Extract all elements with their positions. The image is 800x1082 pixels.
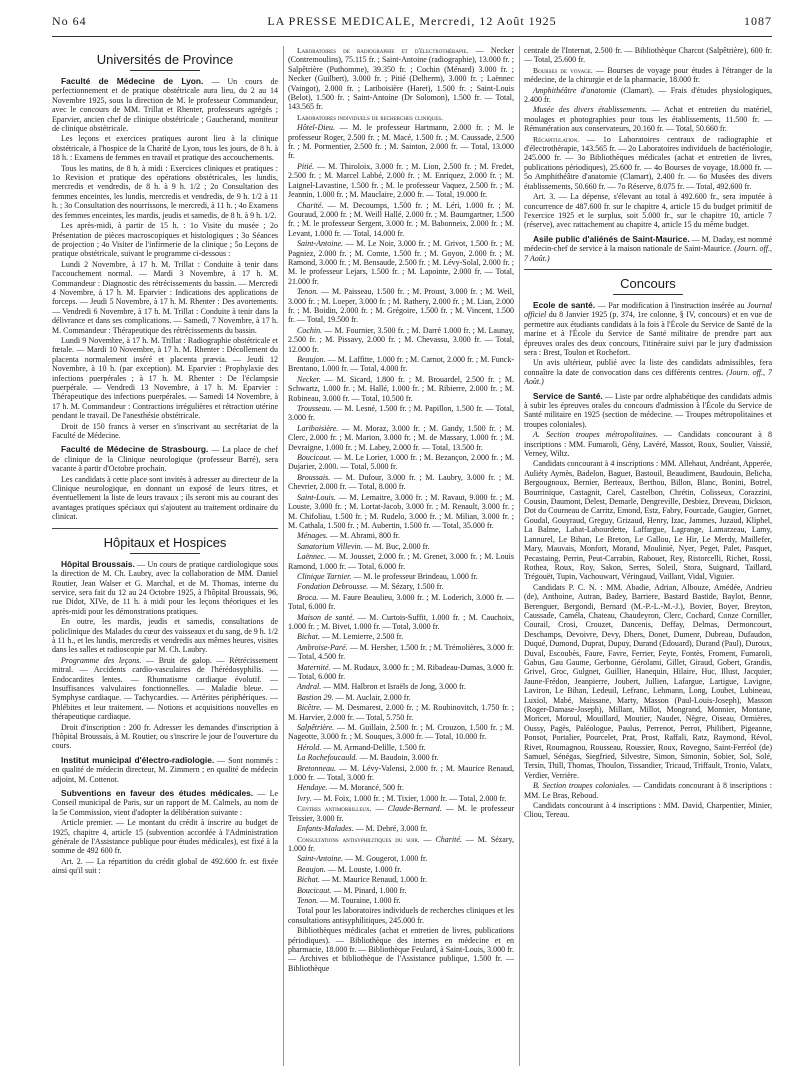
paragraph: Saint-Antoine. — M. Gougerot, 1.000 fr. — [297, 854, 428, 864]
item-heading: Ecole de santé. — [533, 299, 596, 310]
item-heading: Faculté de Médecine de Strasbourg. — [61, 444, 209, 455]
paragraph: Service de Santé. — Liste par ordre alphabétique des candidats admis à subir les épreuves orales du concours d'admission à l'École du Service de Santé militaire en 1925 (section de médecine. — Troupes métropolitaines et troupes coloniales). — [524, 390, 772, 429]
paragraph: Bourses de voyage. — Bourses de voyage pour études à l'étranger de la médecine, de la chirurgie et de la pharmacie, 18.000 fr. — [524, 65, 772, 85]
paragraph: Bretonneau. — M. Lévy-Valensi, 2.000 fr. ; M. Maurice Renaud, 1.000 fr. — Total, 3.000 fr. — [288, 763, 514, 783]
item-heading: Faculté de Médecine de Lyon. — [61, 76, 204, 86]
paragraph: Broca. — M. Faure Beaulieu, 3.000 fr. ; M. Loderich, 3.000 fr. — Total, 6.000 fr. — [288, 592, 514, 612]
paragraph: Broussais. — M. Dufour, 3.000 fr. ; M. Laubry, 3.000 fr. ; M. Chevrier, 2.000 fr. — Total, 8.000 fr. — [288, 472, 514, 492]
section-rule — [130, 553, 200, 554]
paragraph: Maison de santé. — M. Curtois-Suffit, 1.000 fr. ; M. Cauchoix, 1.000 fr. ; M. Bivet, 1.000 fr. — Total, 3.000 fr. — [288, 612, 514, 631]
paragraph: Saint-Louis. — M. Lemaitre, 3.000 fr. ; M. Ravaut, 9.000 fr. ; M. Louste, 3.000 fr. ; M. Lortat-Jacob, 3.000 fr. ; M. Renault, 3.000 fr. ; M. Chifoliau, 1.500 fr. ; M. Rudelo, 3.000 fr. ; M. Milian, 3.000 fr. ; M. Cathala, 1.500 fr. ; M. Aubertin, 1.500 fr. — Total, 35.000 fr. — [288, 492, 514, 530]
paragraph: En outre, les mardis, jeudis et samedis, consultations de policlinique des Malades du cœur des vaisseaux et du sang, de 9 h. 1/2 à 11 h., et les lundis, mercredis et vendredis aux mêmes heures, visites dans les salles et radioscopie par M. Ch. Laubry. — [52, 617, 278, 655]
item-heading: Asile public d'aliénés de Saint-Maurice. — [533, 233, 690, 244]
journal-title: LA PRESSE MEDICALE, Mercredi, 12 Août 1925 — [267, 14, 557, 28]
item-heading: Subventions en faveur des études médicales. — [61, 788, 254, 799]
paragraph: Subventions en faveur des études médicales. — Le Conseil municipal de Paris, sur un rapport de M. Calmels, au nom de la 5e Commission, vient d'adopter la délibération suivante : — [52, 788, 278, 817]
paragraph: Clinique Tarnier. — M. le professeur Brindeau, 1.000 fr. — [297, 571, 478, 581]
section-title-hopitaux: Hôpitaux et Hospices — [103, 534, 227, 550]
paragraph: Trousseau. — M. Lesné, 1.500 fr. ; M. Papillon, 1.500 fr. — Total, 3.000 fr. — [288, 404, 514, 423]
paragraph: Art. 2. — La répartition du crédit global de 492.600 fr. est fixée ainsi qu'il suit : — [52, 856, 278, 876]
paragraph: Laboratoires de radiographie et d'électrothérapie. — Necker (Contremoulins), 75.115 fr. ; Saint-Antoine (radiographie), 13.000 fr. ; Salpêtrière (Puthomme), 39.350 fr. ; Cochin (Ménard) 3.000 fr. ; Necker (Guilbert), 3.000 fr. ; Pitié (Delherm), 3.000 fr. ; Laënnec (Vaingot), 2.000 fr. ; Lariboisière (Haret), 1.500 fr. ; Saint-Louis (Belot), 1.500 fr. ; Saint-Antoine (Dr Solomon), 1.500 fr. — Total, 143.565 fr. — [288, 46, 514, 112]
paragraph: Récapitulation. — 1o Laboratoires centraux de radiographie et d'électrothérapie, 143.565 fr. — 2o Laboratoires individuels de bactériologie, 245.000 fr. — 3o Bibliothèques médicales (achat et entretien de livres, publications périodiques), 25.600 fr. — 4o Bourses de voyage, 18.000 fr. — 5o Amphithéâtre d'anatomie (Clamart), 2.400 fr. — 6o Musées des divers établissements, 50.660 fr. — 7o Réserve, 8.075 fr. — Total, 492.600 fr. — [524, 134, 772, 191]
column-divider — [519, 46, 520, 1066]
paragraph: Bastion 29. — M. Auclair, 2.000 fr. — [297, 692, 411, 702]
paragraph: Ecole de santé. — Par modification à l'instruction insérée au Journal officiel du 8 Janvier 1925 (p. 374, 1re colonne, § IV, concours) et en vue de permettre aux étudiants candidats à la fois à l'École du Service de Santé de la marine et à l'École du Service de Santé militaire de prendre part aux épreuves orales des deux concours, l'itinéraire suivi par le jury d'admission sera : Brest, Toulon et Rochefort. — [524, 299, 772, 357]
paragraph: Institut municipal d'électro-radiologie. — Sont nommés : en qualité de médecin directeur, M. Zimmern ; en qualité de médecin adjoint, M. Cottenot. — [52, 754, 278, 784]
paragraph: Hérold. — M. Armand-Delille, 1.500 fr. — [297, 742, 426, 752]
column-3 — [524, 46, 772, 1074]
paragraph: Musée des divers établissements. — Achat et entretien du matériel, moulages et photographies pour tous les établissements, 11.500 fr. — Rémunération aux conservateurs, 20.160 fr. — Total, 50.660 fr. — [524, 105, 772, 134]
paragraph: Hendaye. — M. Morancé, 500 fr. — [297, 783, 404, 793]
paragraph: Tenon. — M. Touraine, 1.000 fr. — [297, 895, 401, 905]
paragraph: Total pour les laboratoires individuels de recherches cliniques et les consultations antisyphilitiques, 245.000 fr. — [288, 906, 514, 925]
paragraph: Fondation Debrousse. — M. Sézary, 1.500 fr. — [297, 582, 444, 592]
paragraph: Candidats concourant à 4 inscriptions : MM. Allehaut, Andréant, Apperée, Auliéty Aymès, Badelon, Baguet, Bastouil, Beaudiment, Baudouin, Belicha, Bergougnoux, Bernier, Berteaux, Berthou, Billon, Blanc, Bonini, Botrel, Bourrinique, Castagnit, Carel, Castelbon, Chrétin, Colisseux, Corazzini, Cousin, Daumont, Delest, Demarle, Dengreville, Desbiez, Dreveau, Dickson, Dot du Courneau de Carritz, Emond, Estz, Fabry, Fourcade, Gaugier, Gornet, Goudal, Gouyraud, Greguy, Grizaud, Henry, Izac, Jammes, Juzaud, Kliphel, La Balme, Labat-Labourdette, Laffargue, Lagrange, Lamarzeau, Lamy, Lannurel, Le Bihan, Le Breton, Le Gallou, Le Hir, Le Merdy, Maillefer, Mary, Mauvais, Monfort, Morand, Moulinié, Nyer, Peget, Palet, Pasquet, Pecastaing, Perrin, Peut-Carrabin, Rabouet, Rey, Ristorcelli, Richet, Rossi, Rothea, Roux, Roy, Sakon, Serres, Soleil, Stora, Suignard, Taillard, Trégouët, Tupin, Vachouwart, Véringaud, Vaillant, Vidal, Viguier. — [524, 459, 772, 582]
paragraph: Andral. — MM. Halbron et Israëls de Jong, 3.000 fr. — [297, 682, 466, 692]
page-number-left: No 64 — [52, 14, 87, 28]
paragraph: Ambroise-Paré. — M. Hersher, 1.500 fr. ; M. Trémolières, 3.000 fr. — Total, 4.500 fr. — [288, 642, 514, 662]
paragraph: La Rochefoucauld. — M. Baudoin, 3.000 fr. — [297, 753, 439, 763]
paragraph: Sanatorium Villevin. — M. Buc, 2.000 fr. — [297, 541, 430, 551]
paragraph: Hôtel-Dieu. — M. le professeur Hartmann, 2.000 fr. ; M. le professeur Roger, 2.500 fr. ; M. Macé, 1.500 fr. ; M. Caussade, 2.500 fr. ; M. Pormentier, 2.500 fr. ; M. Sainton, 2.000 fr. — Total, 13.000 fr. — [288, 123, 514, 161]
paragraph: Lariboisière. — M. Moraz, 3.000 fr. ; M. Gandy, 1.500 fr. ; M. Clerc, 2.000 fr. ; M. Marion, 3.000 fr. ; M. de Massary, 1.000 fr. ; M. Devraigne, 1.000 fr. ; M. Labey, 2.000 fr. — Total, 13.500 fr. — [288, 423, 514, 452]
page-number-right: 1087 — [744, 14, 772, 28]
paragraph: Les après-midi, à partir de 15 h. : 1o Visite du musée ; 2o Présentation de pièces macroscopiques et histologiques ; 3o Séances de projection ; 4o Visiter de l'infirmerie de la clinique ; 5o Leçons de pratique obstétricale, suivant le programme ci-dessous : — [52, 221, 278, 259]
item-heading: Hôpital Broussais. — [61, 558, 135, 569]
paragraph: Charité. — M. Decoumps, 1.500 fr. ; M. Léri, 1.000 fr. ; M. Gouraud, 2.000 fr. ; M. Weill Hallé, 2.000 fr. ; M. Baumgartner, 1.500 fr. ; M. le professeur Sergent, 3.000 fr. ; M. Babonneix, 2.000 fr. ; M. Levant, 1.000 fr. — Total, 14.000 fr. — [288, 200, 514, 238]
paragraph: Ivry. — M. Foix, 1.000 fr. ; M. Tixier, 1.000 fr. — Total, 2.000 fr. — [297, 793, 507, 803]
paragraph: Lundi 2 Novembre, à 17 h. M. Trillat : Conduite à tenir dans l'accouchement normal. — Mardi 3 Novembre, à 17 h. M. Commandeur : Diagnostic des rétrécissements du bassin. — Mercredi 4 Novembre, à 17 h. M. Eparvier : Indications des applications de forceps. — Jeudi 5 Novembre, à 17 h. M. Rhenter : Des avortements. — Vendredi 6 Novembre, à 17 h. M. Trillat : Conduite à tenir dans la délivrance et dans ses complications. — Samedi, 7 Novembre, à 17 h. M. Commandeur : Thérapeutique des rétrécissements du bassin. — [52, 259, 278, 335]
paragraph: B. Section troupes coloniales. — Candidats concourant à 8 inscriptions : MM. Le Bras, Reboud. — [524, 781, 772, 800]
paragraph: Faculté de Médecine de Strasbourg. — La place de chef de clinique de la Clinique neurologique (professeur Barré), sera vacante à partir d'Octobre prochain. — [52, 444, 278, 474]
paragraph: Bichat. — M. Maurice Renaud, 1.000 fr. — [297, 875, 427, 885]
paragraph: Enfants-Malades. — M. Debré, 3.000 fr. — [297, 824, 428, 834]
paragraph: Beaujon. — M. Laffitte, 1.000 fr. ; M. Carnot, 2.000 fr. ; M. Funck-Brentano, 1.000 fr. — Total, 4.000 fr. — [288, 355, 514, 374]
paragraph: Les leçons et exercices pratiques auront lieu à la clinique obstétricale, à l'hospice de la Charité de Lyon, tous les jours, de 8 h. à 18 h. : Examens de femmes en travail et pratique des accouchements. — [52, 134, 278, 163]
paragraph: Bichat. — M. Lemierre, 2.500 fr. — [297, 632, 404, 642]
paragraph: Cochin. — M. Fournier, 3.500 fr. ; M. Darré 1.000 fr. ; M. Launay, 2.500 fr. ; M. Pissavy, 2.000 fr. ; M. Chevassu, 3.000 fr. — Total, 12.000 fr. — [288, 325, 514, 354]
paragraph: Consultations antisyphilitiques du soir. — Charité. — M. Sézary, 1.000 fr. — [288, 834, 514, 853]
paragraph: A. Section troupes métropolitaines. — Candidats concourant à 8 inscriptions : MM. Fumaroli, Gény, Lavéré, Massot, Roux, Soulier, Vaissié, Verney, Wiltz. — [524, 430, 772, 459]
divider — [52, 528, 278, 529]
paragraph: Lundi 9 Novembre, à 17 h. M. Trillat : Radiographie obstétricale et fœtale. — Mardi 10 Novembre, à 17 h. M. Rhenter : Décollement du placenta normalement inséré et placenta prævia. — Jeudi 12 Novembre, à 10 h. (par exception). M. Eparvier : Prophylaxie des infections puerpérales ; à 17 h. M. Rhenter : De l'éclampsie puerpérale. — Vendredi 13 Novembre, à 17 h. M. Eparvier : Thérapeutique des infections puerpérales. — Samedi 14 Novembre, à 17 h. M. Commandeur : Contractions irrégulières et rétraction utérine pendant le travail. De l'anesthésie obstétricale. — [52, 335, 278, 421]
paragraph: Necker. — M. Sicard, 1.800 fr. ; M. Brouardel, 2.500 fr. ; M. Schwartz, 1.000 fr. ; M. Hallé, 1.000 fr. ; M. Ribierre, 2.000 fr. ; M. Robineau, 3.000 fr. — Total, 10.500 fr. — [288, 374, 514, 403]
running-header — [52, 14, 772, 32]
section-title-concours: Concours — [620, 275, 676, 291]
paragraph: Art. 3. — La dépense, s'élevant au total à 492.600 fr., sera imputée à concurrence de 487.600 fr. sur le chapitre 4, article 15 du budget primitif de l'exercice 1925 et le surplus, soit 5.000 fr., sur le chapitre 10, article 7 (réserve), avec rattachement au chapitre 4, article 15 du même budget. — [524, 192, 772, 230]
paragraph: Boucicaut. — M. Pinard, 1.000 fr. — [297, 885, 407, 895]
paragraph: Un avis ultérieur, publié avec la liste des candidats admissibles, fera connaître la date de convocation dans ces différents centres. (Journ. off., 7 Août.) — [524, 358, 772, 387]
paragraph: Centres antimorbilleux. — Claude-Bernard. — M. le professeur Teissier, 3.000 fr. — [288, 804, 514, 823]
paragraph: Amphithéâtre d'anatomie (Clamart). — Frais d'études physiologiques, 2.400 fr. — [524, 85, 772, 105]
paragraph: Boucicaut. — M. Le Lorier, 1.000 fr. ; M. Bezançon, 2.000 fr. ; M. Dujarier, 2.000. — Total, 5.000 fr. — [288, 453, 514, 472]
paragraph: Tous les matins, de 8 h. à midi : Exercices cliniques et pratiques : 1o Revision et pratique des opérations obstétricales, les lundis, mercredis et vendredis, de 8 h. à 9 h. 1/2 ; 2o Consultation des femmes enceintes, les lundis, mercredis et vendredis, de 9 h. 1/2 à 11 h. ; 3o Consultation des nourrissons, le mercredi, à 11 h. ; 4o Examens des femmes enceintes, les mardis, jeudis et samedis, de 8 h. à 9 h. 1/2. — [52, 163, 278, 220]
header-rule — [52, 36, 772, 37]
paragraph: Laënnec. — M. Jousset, 2.000 fr. ; M. Grenet, 3.000 fr. ; M. Louis Ramond, 1.000 fr. — Total, 6.000 fr. — [288, 552, 514, 571]
paragraph: Tenon. — M. Paisseau, 1.500 fr. ; M. Proust, 3.000 fr. ; M. Weil, 3.000 fr. ; M. Loeper, 3.000 fr. ; M. Rathery, 2.000 fr. ; M. Lian, 2.000 fr. ; M. Boidin, 2.000 fr. ; M. Grégoire, 1.500 fr. ; M. Vincent, 1.500 fr. — Total, 19.500 fr. — [288, 287, 514, 325]
paragraph: centrale de l'Internat, 2.500 fr. — Bibliothèque Charcot (Salpêtrière), 600 fr. — Total, 25.600 fr. — [524, 46, 772, 65]
paragraph: Droit d'inscription : 200 fr. Adresser les demandes d'inscription à l'hôpital Broussais, à M. Routier, ou s'inscrire le jour de l'ouverture du cours. — [52, 722, 278, 751]
subheading: Laboratoires individuels de recherches cliniques. — [297, 112, 443, 122]
item-heading: Service de Santé. — [533, 390, 603, 401]
paragraph: Pitié. — M. Thiroloix, 3.000 fr. ; M. Lion, 2.500 fr. ; M. Fredet, 2.500 fr. ; M. Marcel Labbé, 2.000 fr. ; M. Enriquez, 2.000 fr. ; M. Laignel-Lavastine, 1.500 fr. ; M. le professeur Vaquez, 2.500 fr. ; M. Jeannin, 1.000 fr. ; M. Mauclaire, 2.000 fr. — Total, 19.000 fr. — [288, 161, 514, 200]
paragraph: Beaujon. — M. Louste, 1.000 fr. — [297, 864, 402, 874]
paragraph: Maternité. — M. Rudaux, 3.000 fr. ; M. Ribadeau-Dumas, 3.000 fr. — Total, 6.000 fr. — [288, 662, 514, 681]
paragraph: Programme des leçons. — Bruit de galop. — Rétrécissement mitral. — Accidents cardio-vasculaires de l'hérédosyphilis. — Endocardites lentes. — Rhumatisme cardiaque évolutif. — Insuffisances valvulaires fonctionnelles. — Maladie bleue. — Symphyse cardiaque. — Tachycardies. — Artérites périphériques. — Phlébites et leur traitement. — Notions et acquisitions nouvelles en thérapeutique cardiaque. — [52, 655, 278, 722]
paragraph: Article premier. — Le montant du crédit à inscrire au budget de 1925, chapitre 4, article 15 (subvention accordée à l'Administration générale de l'Assistance publique pour études médicales), est fixé à la somme de 492 600 fr. — [52, 818, 278, 856]
paragraph: Asile public d'aliénés de Saint-Maurice. — M. Daday, est nommé médecin-chef de service à la maison nationale de Saint-Maurice. (Journ. off., 7 Août.) — [524, 233, 772, 263]
paragraph: Faculté de Médecine de Lyon. — Un cours de perfectionnement et de pratique obstétricale aura lieu, du 2 au 14 Novembre 1925, sous la direction de M. le professeur Commandeur, avec le concours de MM. Trillat et Rhenter, professeurs agrégés ; Eparvier, ancien chef de clinique obstétricale ; Gaucherand, moniteur de clinique obstétricale. — [52, 76, 278, 134]
column-1 — [52, 46, 278, 1074]
paragraph: Droit de 150 francs à verser en s'inscrivant au secrétariat de la Faculté de Médecine. — [52, 421, 278, 441]
paragraph: Hôpital Broussais. — Un cours de pratique cardiologique sous la direction de M. Ch. Laubry, avec la collaboration de MM. Daniel Routier, Jean Walser et G. Marchal, et de M. Thomas, interne du service, sera fait du 12 au 24 Octobre 1925, à l'hôpital Broussais, 96, rue Didot, XIVe, de 11 h. à midi pour les leçons théoriques et les après-midi pour les démonstrations pratiques. — [52, 558, 278, 616]
paragraph: Salpêtrière. — M. Guillain, 2.500 fr. ; M. Crouzon, 1.500 fr. ; M. Nageotte, 3.000 fr. ; M. Souques, 3.000 fr. — Total, 10.000 fr. — [288, 723, 514, 742]
paragraph: Bibliothèques médicales (achat et entretien de livres, publications périodiques). — Bibliothèque des internes en médecine et en pharmacie, 18.000 fr. — Bibliothèque Feulard, à Saint-Louis, 3.000 fr. — Archives et bibliothèque de l'Assistance publique, 1.500 fr. — Bibliothèque — [288, 926, 514, 973]
section-rule — [613, 294, 683, 295]
column-divider — [283, 46, 284, 1066]
paragraph: Ménages. — M. Abrami, 800 fr. — [297, 531, 400, 541]
section-rule — [130, 70, 200, 71]
divider — [524, 269, 772, 270]
section-title-universites: Universités de Province — [96, 52, 234, 67]
paragraph: Bicêtre. — M. Desmarest, 2.000 fr. ; M. Roubinovitch, 1.750 fr. ; M. Harvier, 2.000 fr. — Total, 5.750 fr. — [288, 703, 514, 722]
item-heading: Institut municipal d'électro-radiologie. — [61, 754, 215, 765]
paragraph: Candidats concourant à 4 inscriptions : MM. David, Charpentier, Minier, Cliou, Tereau. — [524, 801, 772, 820]
paragraph: Candidats P. C. N. : MM. Abadie, Adrian, Albouze, Amédée, Andrieu (de), Anthoine, Autran, Badey, Barriere, Bastard Bastide, Baylot, Benne, Berenguer, Bergondi, Bernard (M.-P.-L.-M.-J.), Bovier, Boyer, Breyton, Caussade, Caméla, Chateau, Chaudeyron, Clerc, Cochard, Conze Corniller, Courail, Crosi, Crouzet, Dancenis, Deffay, Delmas, Dermoncourt, Deschamps, Devoivre, Devy, Dhers, Donet, Dumenr, Dubreau, Dufaudon, Duqué, Dumond, Duprat, Dupuy, Durand (Edouard), Durand (Paul), Duroux, Duval, Escoubès, Faure, Favre, Ferrier, Feyte, Fontès, Froment, Fumaroli, Gabus, Gau Gaume, Gerbonne, Gérolami, Gillet, Giraud, Gobert, Grandis, Grivel, Groc, Gulgnet, Guillier, Hanequin, Hilaire, Huc, Illust, Jacquier, Jaune-Frédon, Jeanpierre, Joubert, Jullien, Lafargue, Lartigue, Lavigne, Laviron, Le Bihan, Ledeuil, Lefranc, Lehmann, Long, Loubet, Lubineau, Luxiol, Mabé, Maissane, Marty, Masson (Paul-Louis-Joseph), Masson (Roger-Damase-Joseph), Millant, Millot, Mongrand, Monnier, Montane, Moricet, Moroul, Mouillard, Moutier, Naudet, Nègre, Oiseau, Ormières, Oussy, Pagès, Paléologue, Paulus, Perrenot, Perrot, Philibert, Pigeanne, Ponsot, Portalier, Pourcelet, Prat, Prost, Raffali, Ratz, Raymond, Révol, Rivet, Roumagnou, Rousseau, Roussier, Roux, Rovegno, Saint-Ferréol (de) Samuel, Sénégas, Siegfried, Silvestre, Simon, Simonin, Sobier, Sol, Solé, Tersin, Thill, Thomas, Thoulon, Tissandier, Tricaud, Triffault, Tronio, Valatx, Verdier, Verrière. — [524, 582, 772, 780]
paragraph: Les candidats à cette place sont invités à adresser au directeur de la Clinique neurologique, en donnant un exposé de leurs titres, et éventuellement la liste de leurs travaux ; ils seront mis au courant des avantages pratiques spéciaux qui s'ajoutent au traitement ordinaire du clinicat. — [52, 474, 278, 522]
column-2 — [288, 46, 514, 1074]
paragraph: Saint-Antoine. — M. Le Noir, 3.000 fr. ; M. Grivot, 1.500 fr. ; M. Pagniez, 2.000 fr. ; M. Comte, 1.500 fr. ; M. Goyon, 2.000 fr. ; M. Ramond, 3.000 fr. ; M. Bensaude, 2.500 fr. ; M. Lévy-Solal, 2.000 fr. ; M. le professeur Lejars, 1.500 fr. ; M. Lapointe, 2.000 fr. — Total, 21.000 fr. — [288, 239, 514, 286]
